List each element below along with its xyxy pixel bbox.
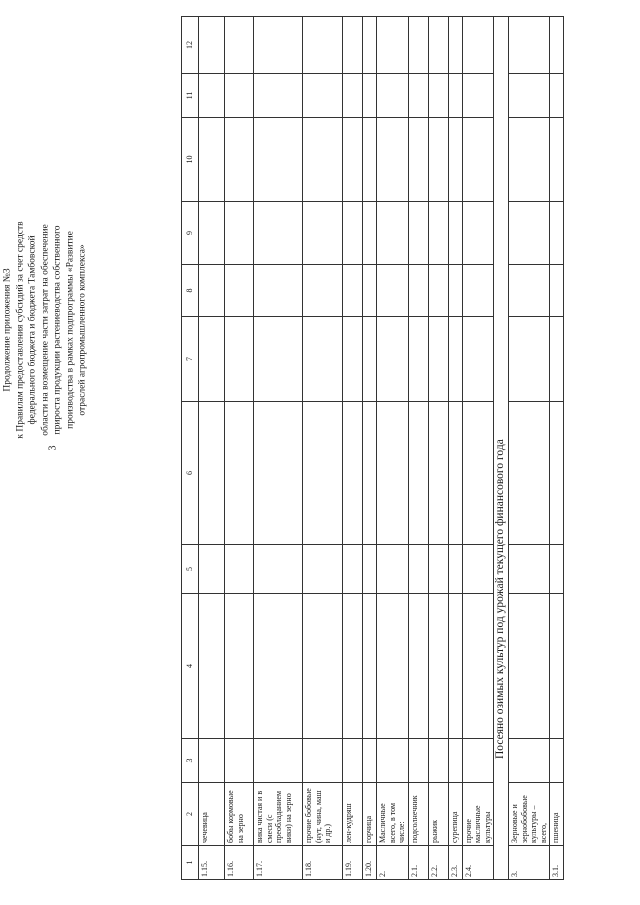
header-cell: 10: [182, 118, 199, 202]
table-row: [408, 17, 428, 880]
row-number: 2.1.: [408, 846, 428, 880]
appendix-line: области на возмещение части затрат на обеспечение: [39, 224, 50, 436]
crop-name: пшеница: [550, 783, 564, 846]
header-row: [182, 17, 199, 880]
table-row: [509, 17, 550, 880]
row-number: 1.15.: [199, 846, 225, 880]
table-row: [225, 17, 254, 880]
header-cell: 6: [182, 402, 199, 545]
header-cell: 5: [182, 545, 199, 594]
appendix-reference: [2, 190, 88, 470]
header-cell: 12: [182, 17, 199, 74]
table-row: [343, 17, 363, 880]
row-number: 1.18.: [303, 846, 343, 880]
section-title: Посеяно озимых культур под урожай текущего финансового года: [494, 17, 509, 880]
row-number: 1.16.: [225, 846, 254, 880]
crop-name: Масличные всего, в том числе:: [377, 783, 409, 846]
crop-name: вика чистая и в смеси (с преобладанием вики) на зерно: [254, 783, 303, 846]
row-number: 3.1.: [550, 846, 564, 880]
header-cell: 11: [182, 74, 199, 118]
section-row: [494, 17, 509, 880]
row-number: 2.3.: [448, 846, 462, 880]
crop-name: прочие масличные культуры: [462, 783, 494, 846]
row-number: 2.: [377, 846, 409, 880]
row-number: 1.19.: [343, 846, 363, 880]
appendix-line: прироста продукции растениеводства собственного: [52, 225, 63, 435]
row-number: 3.: [509, 846, 550, 880]
header-cell: 3: [182, 739, 199, 783]
appendix-line: производства в рамках подпрограммы «Развитие: [64, 231, 75, 429]
header-cell: 7: [182, 317, 199, 402]
header-cell: 9: [182, 202, 199, 265]
crop-name: лен-кудряш: [343, 783, 363, 846]
table-row: [462, 17, 494, 880]
crop-name: рыжик: [428, 783, 448, 846]
appendix-line: Продолжение приложения №3: [2, 268, 13, 392]
crop-name: Зерновые и зернобобовые культуры – всего,: [509, 783, 550, 846]
row-number: 1.17.: [254, 846, 303, 880]
crop-name: бобы кормовые на зерно: [225, 783, 254, 846]
header-cell: 4: [182, 594, 199, 739]
appendix-line: к Правилам предоставления субсидий за счет средств: [14, 221, 25, 439]
crop-table: [181, 17, 561, 880]
crop-name: прочие бобовые (нут, чина, маш и др.): [303, 783, 343, 846]
appendix-line: федерального бюджета и бюджета Тамбовской: [27, 235, 38, 425]
table-row: [254, 17, 303, 880]
table-row: [199, 17, 225, 880]
header-cell: 1: [182, 846, 199, 880]
table-row: [550, 17, 564, 880]
header-cell: 2: [182, 783, 199, 846]
crop-name: горчица: [363, 783, 377, 846]
crop-name: сурепица: [448, 783, 462, 846]
row-number: 2.4.: [462, 846, 494, 880]
table-row: [363, 17, 377, 880]
crop-name: подсолнечник: [408, 783, 428, 846]
page-number: 3: [47, 445, 59, 451]
table-row: [303, 17, 343, 880]
crop-name: чечевица: [199, 783, 225, 846]
table-row: [377, 17, 409, 880]
appendix-line: отраслей агропромышленного комплекса»: [77, 244, 88, 416]
table-row: [428, 17, 448, 880]
row-number: 2.2.: [428, 846, 448, 880]
row-number: 1.20.: [363, 846, 377, 880]
header-cell: 8: [182, 265, 199, 317]
table-row: [448, 17, 462, 880]
